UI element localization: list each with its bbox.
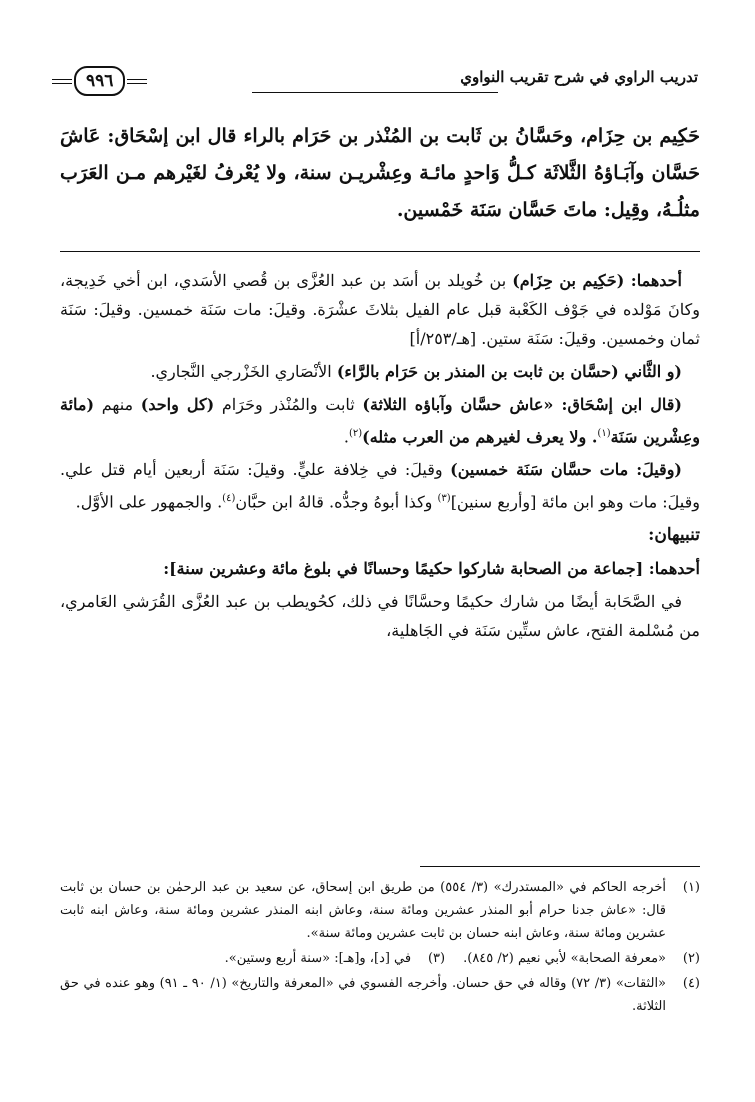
running-title: تدريب الراوي في شرح تقريب النواوي [460,68,698,86]
footnote-number: (٣) [427,951,446,966]
paragraph-lead: أحدهما: (حَكِيم بن حِزَام) [512,271,682,290]
footnote-ref[interactable]: (٤) [222,493,236,505]
footnote-text: في [د]، و[هـ]: «سنة أربع وستين». [224,951,412,966]
page-number: ٩٩٦ [74,66,125,96]
quote-part: (مائة وعِشْرين سَنَة [60,395,700,447]
paragraph-text: وكذا أبوهُ وجدُّه. قالهُ ابن حبَّان [235,492,438,512]
header-rule [252,92,498,93]
paragraph-second [60,357,700,386]
footnote-ref[interactable]: (٢) [348,428,363,439]
footnote-text: أخرجه الحاكم في «المستدرك» (٣/ ٥٥٤) من طريق ابن إسحاق، عن سعيد بن عبد الرحمٰن بن حسان بن ثابت قال: «عاش جدنا حرام أبو المنذر عشرين ومائة سنة، وعاش ابنه المنذر عشرين ومائة سنة، وعاش ابنه ثابت عشرين ومائة سنة، وعاش ابنه حسان بن ثابت عشرين ومائة سنة». [60,880,666,941]
paragraph-lead: (وقيلَ: مات حسَّان سَنَة خمسين) [450,460,682,480]
footnote-number: (٢) [682,951,700,966]
matn-text-block [60,118,700,229]
footnote-4 [60,972,700,1018]
paragraph-text: . والجمهور على الأوَّل. [75,492,223,512]
paragraph-text: وقيلَ: في خِلافة عليٍّ. وقيلَ: سَنَة أربعين أيام قتل علي. وقيلَ: مات وهو ابن مائة [وأربع سنين] [60,460,700,512]
footnote-text: «معرفة الصحابة» لأبي نعيم (٢/ ٨٤٥). [463,951,666,966]
footnote-row-2-3 [60,947,700,970]
paragraph-ibn-ishaq [60,390,700,451]
ornament-line-right [127,79,147,84]
footnotes-block [60,876,700,1020]
matn-separator-rule [60,251,700,252]
paragraph-lead: (و الثَّاني (حسَّان بن ثابت بن المنذر بن حَرَام بالرَّاء) [336,362,682,381]
paragraph-death-date [60,455,700,516]
page-number-ornament [52,66,147,96]
paragraph-companions: في الصَّحَابة أيضًا من شارك حكيمًا وحسَّانًا في ذلك، كحُويطب بن عبد العُزَّى القُرَشي العَامري، من مُسْلمة الفتح، عاش ستِّين سَنَة في الجَاهلية، [60,591,700,640]
quote-part: (كل واحد) [140,395,215,414]
footnote-number: (٤) [682,976,700,991]
paragraph-text: الأنْصَاري الخَزْرجي النَّجاري. [150,362,337,381]
footnote-1 [60,876,700,945]
commentary-body [60,266,700,649]
section-heading: تنبيهان: [648,524,700,545]
quote-part: منهم [94,395,141,414]
footnote-separator-rule [420,866,700,867]
footnote-number: (١) [682,880,700,895]
page-header [52,62,698,102]
ornament-line-left [52,79,72,84]
footnote-text: «الثقات» (٣/ ٧٢) وقاله في حق حسان. وأخرجه الفسوي في «المعرفة والتاريخ» (١/ ٩٠ ـ ٩١) وهو عنده في حق الثلاثة. [60,976,667,1014]
quote-part: ثابت والمُنْذر وحَرَام [214,395,363,414]
quote-part: . [343,427,349,447]
footnote-ref[interactable]: (٣) [437,493,451,505]
footnote-ref[interactable]: (١) [597,428,611,439]
quote-part: (قال ابن إسْحَاق: «عاش حسَّان وآباؤه الثلاثة) [362,395,682,414]
paragraph-first [60,266,700,353]
matn-paragraph: حَكِيم بن حِزَام، وحَسَّانُ بن ثَابت بن المُنْذر بن حَرَام بالراء قال ابن إسْحَاق: عَاشَ حَسَّان وآبَـاؤهُ الثَّلاثَة كـلُّ وَاحدٍ مائـة وعِشْريـن سنة، ولا يُعْرفُ لغَيْرهم مـن العَرَب مثلُـهُ، وقِيل: ماتَ حَسَّان سَنَة خَمْسين. [60,125,700,221]
quote-part: . ولا يعرف لغيرهم من العرب مثله) [362,427,598,447]
subsection-heading: أحدهما: [جماعة من الصحابة شاركوا حكيمًا وحسانًا في بلوغ مائة وعشرين سنة]: [163,558,700,578]
paragraph-text: بن خُويلد بن أسَد بن عبد العُزَّى بن قُصي الأسَدي، ابن أخي خَدِيجة، وكانَ مَوْلده في جَوْف الكَعْبة قبل عام الفيل بثلاثَ عشْرَة. وقيلَ: مات سَنَة خمسين. وقيلَ: سَنَة ثمان وخمسين. وقيلَ: سَنَة ستين. [هـ/٢٥٣/أ] [60,271,700,348]
